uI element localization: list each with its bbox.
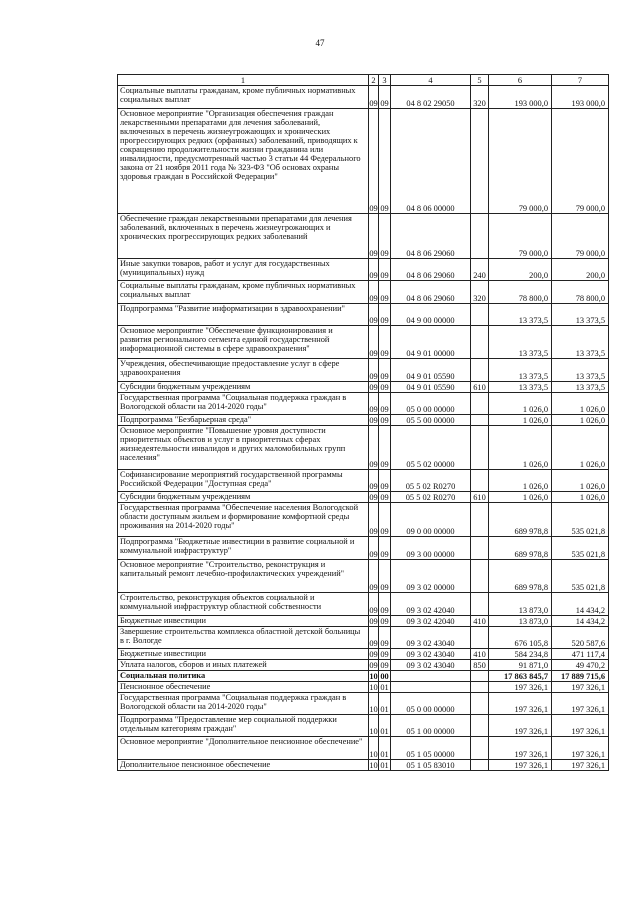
target-article-cell: 05 1 00 00000 (391, 715, 471, 737)
section-code-cell: 09 (369, 560, 379, 593)
section-code-cell: 09 (369, 617, 378, 626)
amount-year2-cell: 197 326,1 (552, 760, 609, 771)
amount-year1-cell: 584 234,8 (489, 649, 552, 660)
subsection-code-cell: 01 (379, 715, 391, 737)
expense-type-cell (471, 671, 489, 682)
amount-year2-cell: 1 026,0 (552, 492, 609, 503)
row-name-cell: Основное мероприятие "Повышение уровня доступности приоритетных объектов и услуг в приоритетных сферах жизнедеятельности инвалидов и других маломобильных групп населения" (118, 426, 369, 470)
amount-year2-cell: 471 117,4 (552, 649, 609, 660)
expense-type-cell (471, 109, 489, 214)
header-row (118, 75, 609, 86)
amount-year2-cell: 78 800,0 (552, 281, 609, 304)
amount-year1-cell: 197 326,1 (489, 760, 552, 771)
row-name-cell: Основное мероприятие "Организация обеспечения граждан лекарственными препаратами для лечения заболеваний, включенных в перечень жизнеугрожающих и хронических прогрессирующих редких (орфанных) заболеваний, приводящих к сокращению продолжительности жизни гражданина или инвалидности, предусмотренный частью 3 статьи 44 Федерального закона от 21 ноября 2011 года № 323-ФЗ "Об основах охраны здоровья граждан в Российской Федерации" (118, 109, 369, 214)
subsection-code-cell: 09 (379, 537, 391, 560)
table-row (118, 593, 609, 616)
row-name-cell: Уплата налогов, сборов и иных платежей (118, 660, 369, 671)
table-row (118, 693, 609, 715)
expense-type-cell (471, 393, 489, 415)
header-cell: 1 (118, 75, 369, 86)
amount-year2-cell: 520 587,6 (552, 627, 609, 649)
amount-year2-cell: 193 000,0 (552, 86, 609, 109)
target-article-cell: 05 5 00 00000 (391, 415, 471, 426)
table-row (118, 304, 609, 326)
target-article-cell: 04 9 01 05590 (391, 359, 471, 382)
row-name-cell: Подпрограмма "Бюджетные инвестиции в развитие социальной и коммунальной инфраструктур" (118, 537, 369, 560)
target-article-cell: 09 3 02 42040 (391, 616, 471, 627)
amount-year1-cell: 1 026,0 (489, 492, 552, 503)
subsection-code-cell: 09 (379, 627, 391, 649)
subsection-code-cell: 09 (379, 281, 391, 304)
amount-year2-cell: 1 026,0 (552, 470, 609, 492)
amount-year1-cell: 1 026,0 (489, 470, 552, 492)
amount-year1-cell: 13 873,0 (489, 616, 552, 627)
section-code-cell: 09 (369, 537, 379, 560)
amount-year1-cell: 13 373,5 (489, 326, 552, 359)
expense-type-cell: 320 (471, 86, 489, 109)
amount-year2-cell: 13 373,5 (552, 304, 609, 326)
table-row (118, 682, 609, 693)
table-row (118, 649, 609, 660)
target-article-cell: 04 9 01 00000 (391, 326, 471, 359)
header-cell: 6 (489, 75, 552, 86)
section-code-cell: 09 (369, 86, 379, 109)
amount-year1-cell: 197 326,1 (489, 715, 552, 737)
expense-type-cell (471, 426, 489, 470)
section-code-cell: 09 (369, 426, 379, 470)
table-row (118, 660, 609, 671)
table-row (118, 326, 609, 359)
target-article-cell: 04 9 01 05590 (391, 382, 471, 393)
target-article-cell: 09 3 02 00000 (391, 560, 471, 593)
subsection-code-cell: 09 (379, 503, 391, 537)
subsection-code-cell: 09 (379, 426, 391, 470)
amount-year1-cell: 13 373,5 (489, 359, 552, 382)
subsection-code-cell: 09 (379, 259, 391, 281)
expense-type-cell (471, 537, 489, 560)
target-article-cell: 05 1 05 00000 (391, 737, 471, 760)
budget-table (117, 74, 609, 771)
amount-year1-cell: 197 326,1 (489, 737, 552, 760)
target-article-cell: 09 3 00 00000 (391, 537, 471, 560)
target-article-cell: 09 3 02 43040 (391, 649, 471, 660)
row-name-cell: Социальные выплаты гражданам, кроме публичных нормативных социальных выплат (118, 86, 369, 109)
expense-type-cell (471, 503, 489, 537)
amount-year2-cell: 197 326,1 (552, 737, 609, 760)
subsection-code-cell: 09 (379, 109, 391, 214)
subsection-code-cell: 09 (379, 304, 391, 326)
section-code-cell: 10 (369, 737, 379, 760)
target-article-cell: 09 3 02 43040 (391, 660, 471, 671)
amount-year1-cell: 197 326,1 (489, 682, 552, 693)
amount-year2-cell: 13 373,5 (552, 382, 609, 393)
header-cell: 5 (471, 75, 489, 86)
section-code-cell: 09 (369, 493, 378, 502)
section-code-cell: 10 (369, 693, 379, 715)
subsection-code-cell: 09 (379, 86, 391, 109)
section-code-cell: 09 (369, 661, 378, 670)
target-article-cell: 04 8 06 29060 (391, 259, 471, 281)
table-row (118, 415, 609, 426)
table-row (118, 259, 609, 281)
table-row (118, 281, 609, 304)
amount-year2-cell: 13 373,5 (552, 359, 609, 382)
row-name-cell: Строительство, реконструкция объектов социальной и коммунальной инфраструктур областной собственности (118, 593, 369, 616)
amount-year2-cell: 197 326,1 (552, 682, 609, 693)
table-row (118, 503, 609, 537)
amount-year1-cell: 91 871,0 (489, 660, 552, 671)
section-code-cell: 09 (369, 593, 379, 616)
table-row (118, 492, 609, 503)
expense-type-cell: 610 (471, 492, 489, 503)
expense-type-cell (471, 693, 489, 715)
amount-year1-cell: 689 978,8 (489, 560, 552, 593)
header-cell: 2 (369, 75, 379, 86)
expense-type-cell (471, 682, 489, 693)
amount-year1-cell: 1 026,0 (489, 415, 552, 426)
row-name-cell: Социальная политика (118, 671, 369, 682)
row-name-cell: Иные закупки товаров, работ и услуг для государственных (муниципальных) нужд (118, 259, 369, 281)
amount-year1-cell: 13 873,0 (489, 593, 552, 616)
table-row (118, 537, 609, 560)
page-number: 47 (315, 38, 325, 48)
section-code-cell: 09 (369, 650, 378, 659)
expense-type-cell: 320 (471, 281, 489, 304)
amount-year1-cell: 79 000,0 (489, 214, 552, 259)
table-row (118, 715, 609, 737)
target-article-cell: 05 5 02 R0270 (391, 492, 471, 503)
amount-year1-cell: 689 978,8 (489, 537, 552, 560)
row-name-cell: Бюджетные инвестиции (118, 616, 369, 627)
amount-year2-cell: 17 889 715,6 (552, 671, 609, 682)
table-row (118, 470, 609, 492)
section-code-cell: 09 (369, 359, 379, 382)
target-article-cell: 04 8 06 29060 (391, 214, 471, 259)
amount-year1-cell: 193 000,0 (489, 86, 552, 109)
expense-type-cell (471, 560, 489, 593)
subsection-code-cell: 09 (379, 393, 391, 415)
amount-year1-cell: 689 978,8 (489, 503, 552, 537)
subsection-code-cell: 09 (380, 661, 389, 670)
amount-year2-cell: 535 021,8 (552, 503, 609, 537)
subsection-code-cell: 00 (380, 672, 389, 681)
expense-type-cell: 240 (471, 259, 489, 281)
header-cell: 4 (391, 75, 471, 86)
table-row (118, 560, 609, 593)
target-article-cell: 04 8 02 29050 (391, 86, 471, 109)
expense-type-cell (471, 214, 489, 259)
amount-year2-cell: 1 026,0 (552, 415, 609, 426)
row-name-cell: Пенсионное обеспечение (118, 682, 369, 693)
table-row (118, 393, 609, 415)
amount-year2-cell: 1 026,0 (552, 426, 609, 470)
target-article-cell: 05 0 00 00000 (391, 393, 471, 415)
table-row (118, 627, 609, 649)
row-name-cell: Обеспечение граждан лекарственными препаратами для лечения заболеваний, включенных в перечень жизнеугрожающих и хронических прогрессирующих редких заболеваний (118, 214, 369, 259)
target-article-cell: 04 8 06 00000 (391, 109, 471, 214)
section-code-cell: 09 (369, 393, 379, 415)
section-code-cell: 09 (369, 470, 379, 492)
table-row (118, 214, 609, 259)
subsection-code-cell: 01 (380, 683, 389, 692)
section-code-cell: 10 (369, 715, 379, 737)
amount-year2-cell: 197 326,1 (552, 715, 609, 737)
target-article-cell: 09 3 02 43040 (391, 627, 471, 649)
subsection-code-cell: 09 (379, 470, 391, 492)
section-code-cell: 09 (369, 281, 379, 304)
expense-type-cell (471, 627, 489, 649)
amount-year2-cell: 535 021,8 (552, 537, 609, 560)
target-article-cell (391, 671, 471, 682)
subsection-code-cell: 09 (380, 383, 389, 392)
amount-year2-cell: 197 326,1 (552, 693, 609, 715)
row-name-cell: Софинансирование мероприятий государственной программы Российской Федерации "Доступная среда" (118, 470, 369, 492)
section-code-cell: 10 (369, 683, 378, 692)
section-code-cell: 09 (369, 326, 379, 359)
table-row (118, 616, 609, 627)
subsection-code-cell: 09 (380, 493, 389, 502)
table-row (118, 760, 609, 771)
section-code-cell: 09 (369, 627, 379, 649)
expense-type-cell (471, 359, 489, 382)
row-name-cell: Государственная программа "Социальная поддержка граждан в Вологодской области на 2014-2020 годы" (118, 393, 369, 415)
row-name-cell: Основное мероприятие "Строительство, реконструкция и капитальный ремонт лечебно-профилактических учреждений" (118, 560, 369, 593)
expense-type-cell: 610 (471, 382, 489, 393)
expense-type-cell (471, 415, 489, 426)
amount-year1-cell: 1 026,0 (489, 426, 552, 470)
subsection-code-cell: 09 (380, 416, 389, 425)
amount-year1-cell: 200,0 (489, 259, 552, 281)
subsection-code-cell: 01 (379, 737, 391, 760)
amount-year1-cell: 78 800,0 (489, 281, 552, 304)
amount-year1-cell: 197 326,1 (489, 693, 552, 715)
amount-year2-cell: 79 000,0 (552, 109, 609, 214)
section-code-cell: 09 (369, 259, 379, 281)
expense-type-cell (471, 304, 489, 326)
section-code-cell: 10 (369, 761, 378, 770)
expense-type-cell: 850 (471, 660, 489, 671)
row-name-cell: Основное мероприятие "Обеспечение функционирования и развития регионального сегмента единой государственной информационной системы в сфере здравоохранения" (118, 326, 369, 359)
section-code-cell: 09 (369, 109, 379, 214)
subsection-code-cell: 09 (379, 359, 391, 382)
table-row (118, 86, 609, 109)
row-name-cell: Субсидии бюджетным учреждениям (118, 382, 369, 393)
table-row (118, 382, 609, 393)
amount-year2-cell: 535 021,8 (552, 560, 609, 593)
row-name-cell: Государственная программа "Социальная поддержка граждан в Вологодской области на 2014-2020 годы" (118, 693, 369, 715)
target-article-cell: 09 0 00 00000 (391, 503, 471, 537)
amount-year1-cell: 676 105,8 (489, 627, 552, 649)
row-name-cell: Субсидии бюджетным учреждениям (118, 492, 369, 503)
subsection-code-cell: 09 (379, 560, 391, 593)
row-name-cell: Учреждения, обеспечивающие предоставление услуг в сфере здравоохранения (118, 359, 369, 382)
expense-type-cell (471, 470, 489, 492)
section-code-cell: 09 (369, 503, 379, 537)
row-name-cell: Государственная программа "Обеспечение населения Вологодской области доступным жильем и формирование комфортной среды проживания на 2014-2020 годы" (118, 503, 369, 537)
amount-year1-cell: 13 373,5 (489, 382, 552, 393)
subsection-code-cell: 01 (380, 761, 389, 770)
table-row (118, 737, 609, 760)
expense-type-cell (471, 737, 489, 760)
table-row (118, 359, 609, 382)
amount-year1-cell: 17 863 845,7 (489, 671, 552, 682)
target-article-cell: 04 8 06 29060 (391, 281, 471, 304)
amount-year2-cell: 79 000,0 (552, 214, 609, 259)
target-article-cell: 09 3 02 42040 (391, 593, 471, 616)
amount-year1-cell: 13 373,5 (489, 304, 552, 326)
expense-type-cell (471, 760, 489, 771)
subsection-code-cell: 09 (380, 650, 389, 659)
row-name-cell: Подпрограмма "Развитие информатизации в здравоохранении" (118, 304, 369, 326)
section-code-cell: 09 (369, 304, 379, 326)
amount-year2-cell: 1 026,0 (552, 393, 609, 415)
expense-type-cell: 410 (471, 649, 489, 660)
row-name-cell: Социальные выплаты гражданам, кроме публичных нормативных социальных выплат (118, 281, 369, 304)
header-cell: 7 (552, 75, 609, 86)
amount-year2-cell: 14 434,2 (552, 616, 609, 627)
row-name-cell: Дополнительное пенсионное обеспечение (118, 760, 369, 771)
amount-year1-cell: 79 000,0 (489, 109, 552, 214)
target-article-cell: 05 5 02 00000 (391, 426, 471, 470)
amount-year2-cell: 13 373,5 (552, 326, 609, 359)
subsection-code-cell: 09 (379, 326, 391, 359)
expense-type-cell (471, 593, 489, 616)
row-name-cell: Основное мероприятие "Дополнительное пенсионное обеспечение" (118, 737, 369, 760)
amount-year2-cell: 49 470,2 (552, 660, 609, 671)
expense-type-cell (471, 326, 489, 359)
table-row (118, 671, 609, 682)
target-article-cell: 05 0 00 00000 (391, 693, 471, 715)
table-row (118, 109, 609, 214)
target-article-cell: 04 9 00 00000 (391, 304, 471, 326)
row-name-cell: Подпрограмма "Предоставление мер социальной поддержки отдельным категориям граждан" (118, 715, 369, 737)
section-code-cell: 09 (369, 416, 378, 425)
row-name-cell: Бюджетные инвестиции (118, 649, 369, 660)
subsection-code-cell: 09 (379, 214, 391, 259)
header-cell: 3 (379, 75, 391, 86)
row-name-cell: Завершение строительства комплекса областной детской больницы в г. Вологде (118, 627, 369, 649)
section-code-cell: 10 (369, 672, 378, 681)
section-code-cell: 09 (369, 383, 378, 392)
table-row (118, 426, 609, 470)
amount-year1-cell: 1 026,0 (489, 393, 552, 415)
subsection-code-cell: 01 (379, 693, 391, 715)
expense-type-cell: 410 (471, 616, 489, 627)
row-name-cell: Подпрограмма "Безбарьерная среда" (118, 415, 369, 426)
target-article-cell: 05 1 05 83010 (391, 760, 471, 771)
section-code-cell: 09 (369, 214, 379, 259)
subsection-code-cell: 09 (380, 617, 389, 626)
expense-type-cell (471, 715, 489, 737)
target-article-cell (391, 682, 471, 693)
amount-year2-cell: 14 434,2 (552, 593, 609, 616)
subsection-code-cell: 09 (379, 593, 391, 616)
amount-year2-cell: 200,0 (552, 259, 609, 281)
target-article-cell: 05 5 02 R0270 (391, 470, 471, 492)
